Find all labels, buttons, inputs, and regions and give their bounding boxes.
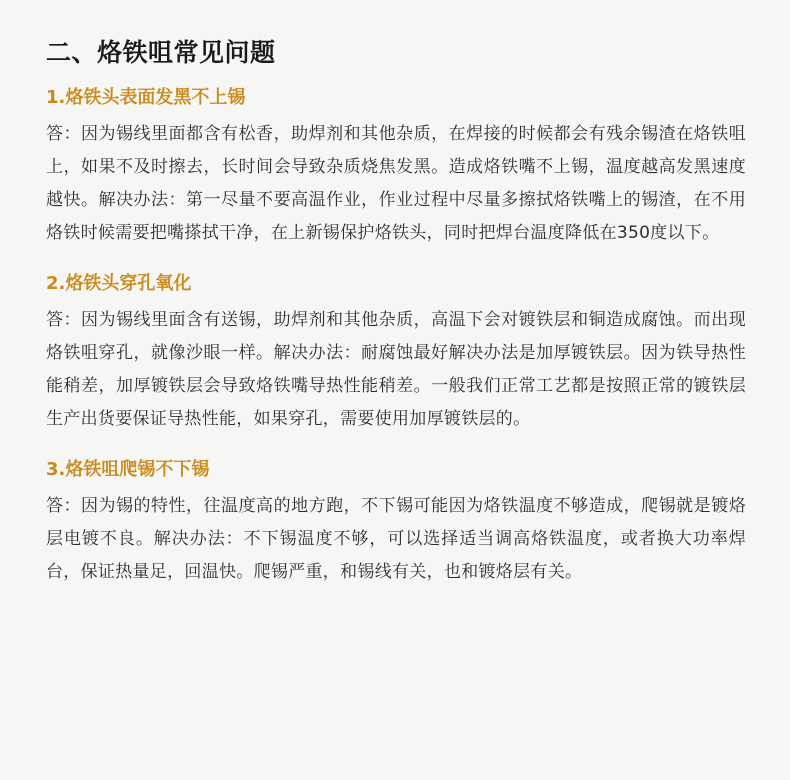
section-heading: 1.烙铁头表面发黑不上锡 xyxy=(46,87,246,108)
faq-section-2 xyxy=(46,272,746,436)
section-answer: 答：因为锡线里面含有送锡，助焊剂和其他杂质，高温下会对镀铁层和铜造成腐蚀。而出现烙铁咀穿孔，就像沙眼一样。解决办法：耐腐蚀最好解决办法是加厚镀铁层。因为铁导热性能稍差，加厚镀铁层会导致烙铁嘴导热性能稍差。一般我们正常工艺都是按照正常的镀铁层生产出货要保证导热性能，如果穿孔，需要使用加厚镀铁层的。 xyxy=(46,310,746,429)
page-title: 二、烙铁咀常见问题 xyxy=(46,38,276,67)
section-heading: 3.烙铁咀爬锡不下锡 xyxy=(46,459,210,480)
faq-section-1 xyxy=(46,86,746,250)
section-answer: 答：因为锡线里面都含有松香，助焊剂和其他杂质，在焊接的时候都会有残余锡渣在烙铁咀上，如果不及时擦去，长时间会导致杂质烧焦发黑。造成烙铁嘴不上锡，温度越高发黑速度越快。解决办法：第一尽量不要高温作业，作业过程中尽量多擦拭烙铁嘴上的锡渣，在不用烙铁时候需要把嘴搽拭干净，在上新锡保护烙铁头，同时把焊台温度降低在350度以下。 xyxy=(46,124,746,243)
section-answer: 答：因为锡的特性，往温度高的地方跑，不下锡可能因为烙铁温度不够造成，爬锡就是镀烙层电镀不良。解决办法：不下锡温度不够，可以选择适当调高烙铁温度，或者换大功率焊台，保证热量足，回温快。爬锡严重，和锡线有关，也和镀烙层有关。 xyxy=(46,496,746,582)
section-heading: 2.烙铁头穿孔氧化 xyxy=(46,273,192,294)
faq-section-3 xyxy=(46,458,746,589)
